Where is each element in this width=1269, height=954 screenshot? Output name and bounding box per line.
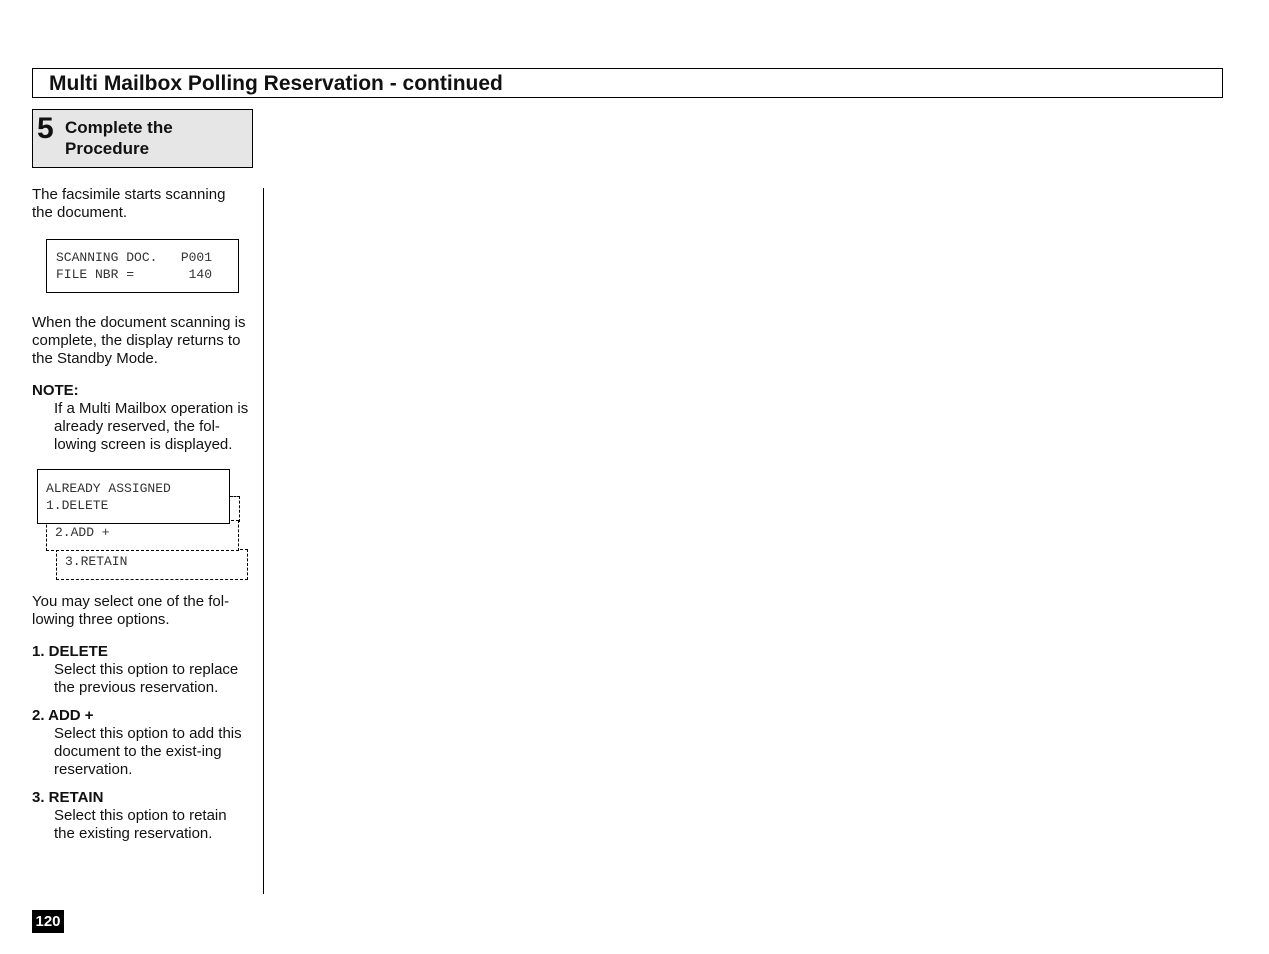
option-text: Select this option to add this document to the exist-ing reservation.	[54, 725, 242, 778]
page-title: Multi Mailbox Polling Reservation - continued	[49, 72, 503, 95]
intro-text: The facsimile starts scanning the document.	[32, 186, 226, 221]
complete-text: When the document scanning is complete, the display returns to the Standby Mode.	[32, 314, 246, 367]
option-text: Select this option to replace the previous reservation.	[54, 661, 239, 696]
option-heading: 1. DELETE	[32, 643, 108, 660]
step-title: Complete the Procedure	[65, 118, 173, 158]
lcd-assigned-display	[37, 469, 230, 524]
page-title-bar	[32, 68, 1223, 98]
step-box	[32, 109, 253, 168]
step-number: 5	[37, 112, 54, 145]
note-text: If a Multi Mailbox operation is already reserved, the fol-lowing screen is displayed.	[54, 400, 249, 453]
lcd-line: 1.DELETE	[46, 498, 109, 513]
lcd-line: 2.ADD +	[55, 525, 110, 540]
lcd-line: FILE NBR = 140	[56, 267, 213, 282]
note-label: NOTE:	[32, 382, 79, 399]
option-heading: 3. RETAIN	[32, 789, 104, 806]
lcd-scanning-display	[46, 239, 239, 293]
lcd-line: SCANNING DOC. P001	[56, 250, 213, 265]
lcd-line: 3.RETAIN	[65, 554, 128, 569]
lcd-line: ALREADY ASSIGNED	[46, 481, 171, 496]
option-text: Select this option to retain the existing reservation.	[54, 807, 227, 842]
option-heading: 2. ADD +	[32, 707, 94, 724]
page-number: 120	[32, 910, 64, 933]
column-divider	[263, 188, 264, 894]
select-text: You may select one of the fol-lowing three options.	[32, 593, 230, 628]
lcd-stack-edge	[230, 496, 240, 522]
